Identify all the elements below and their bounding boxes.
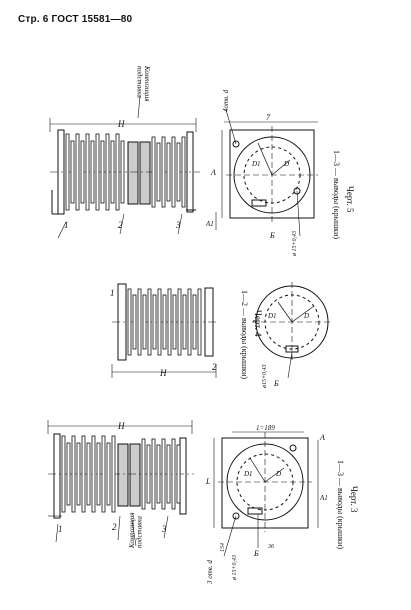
shed-fin <box>77 443 80 505</box>
page-title: Стр. 6 ГОСТ 15581—80 <box>18 14 133 25</box>
shed-fin <box>92 436 95 512</box>
fig5-label-b: Б <box>270 231 275 240</box>
fig3-dim-36: 36 <box>268 544 274 550</box>
fig4-label-phi: ø15+0,43 <box>262 364 268 388</box>
shed-fin <box>152 137 155 207</box>
fig5-dim-a: A <box>211 168 216 177</box>
shed-fin <box>158 289 161 355</box>
shed-fin <box>116 134 119 210</box>
shed-fin <box>91 141 94 203</box>
fig4-caption: Черт. 4 <box>253 310 263 337</box>
fig3-label-kompoz: Композицияподставка <box>128 512 144 548</box>
fig5-part-2: 2 <box>118 220 123 230</box>
shed-fin <box>152 439 155 509</box>
shed-fin <box>162 137 165 207</box>
shed-fin <box>76 134 79 210</box>
shed-fin <box>162 439 165 509</box>
fig4-part-1: 1 <box>110 288 115 298</box>
shed-fin <box>106 134 109 210</box>
fig5-label-kompoz: Композицияподставка <box>135 66 151 102</box>
shed-fin <box>167 143 170 201</box>
shed-fin <box>67 443 70 505</box>
shed-fin <box>153 295 156 349</box>
shed-fin <box>97 443 100 505</box>
fig3-dim-189: 1=189 <box>256 424 275 432</box>
shed-fin <box>143 295 146 349</box>
fig3-dim-a: A <box>320 433 325 442</box>
shed-fin <box>173 295 176 349</box>
fig3-dim-a1: A1 <box>320 494 328 502</box>
shed-fin <box>168 289 171 355</box>
fig3-label-b: Б <box>254 549 259 558</box>
fig4-note: 1—2 — выводы (крышки) <box>240 290 249 380</box>
shed-fin <box>193 295 196 349</box>
shed-fin <box>121 141 124 203</box>
fig5-dim-seven: 7 <box>266 113 270 122</box>
fig4-dim-d: D <box>304 312 310 320</box>
fig5-caption: Черт. 5 <box>345 186 355 213</box>
fig4-dim-d1: D1 <box>268 312 277 320</box>
shed-fin <box>177 143 180 201</box>
shed-fin <box>138 289 141 355</box>
fig3-note: 1—3 — выводы (крышки) <box>336 460 345 550</box>
fig5-part-1: 1 <box>64 220 69 230</box>
fig3-part-1: 1 <box>58 524 63 534</box>
shed-fin <box>177 445 180 503</box>
fig5-label-phi: ø 15+0,43 <box>292 230 298 256</box>
shed-fin <box>188 289 191 355</box>
fig3-dim-l: L <box>206 477 211 486</box>
fig3-part-2: 2 <box>112 522 117 532</box>
fig4-dim-h: H <box>160 368 167 378</box>
fig3-dim-154: 154 <box>220 543 226 552</box>
shed-fin <box>87 443 90 505</box>
shed-fin <box>112 436 115 512</box>
fig4-plan-view <box>252 282 332 378</box>
shed-fin <box>157 445 160 503</box>
shed-fin <box>172 137 175 207</box>
shed-fin <box>82 436 85 512</box>
fig5-dim-a1: A1 <box>206 220 214 228</box>
fig3-caption: Черт. 3 <box>349 486 359 513</box>
shed-fin <box>157 143 160 201</box>
shed-fin <box>147 445 150 503</box>
shed-fin <box>172 439 175 509</box>
fig4-part-2: 2 <box>212 362 217 372</box>
shed-fin <box>86 134 89 210</box>
shed-fin <box>96 134 99 210</box>
shed-fin <box>111 141 114 203</box>
fig5-part-3: 3 <box>176 220 181 230</box>
fig3-plan-view <box>214 432 318 556</box>
shed-fin <box>163 295 166 349</box>
shed-fin <box>178 289 181 355</box>
fig5-note: 1—3 — выводы (крышки) <box>332 150 341 240</box>
shed-fin <box>66 134 69 210</box>
shed-fin <box>62 436 65 512</box>
shed-fin <box>198 289 201 355</box>
fig5-dim-d: D <box>284 160 290 168</box>
shed-fin <box>142 439 145 509</box>
shed-fin <box>182 137 185 207</box>
fig3-part-3: 3 <box>162 524 167 534</box>
shed-fin <box>102 436 105 512</box>
shed-fin <box>72 436 75 512</box>
fig3-dim-d: D <box>276 470 282 478</box>
shed-fin <box>133 295 136 349</box>
shed-fin <box>101 141 104 203</box>
fig5-plan-view <box>216 110 318 236</box>
shed-fin <box>71 141 74 203</box>
shed-fin <box>167 445 170 503</box>
fig3-label-holes: 3 отв. d <box>206 560 214 584</box>
fig3-dim-d1: D1 <box>244 470 253 478</box>
shed-fin <box>148 289 151 355</box>
fig3-label-phi: ø 15+0,43 <box>232 554 238 580</box>
fig4-label-b: Б <box>274 379 279 388</box>
fig5-label-holes: 4отв. d <box>222 89 230 112</box>
fig3-dim-h: H <box>118 421 125 431</box>
shed-fin <box>81 141 84 203</box>
shed-fin <box>128 289 131 355</box>
fig5-dim-d1: D1 <box>252 160 261 168</box>
shed-fin <box>107 443 110 505</box>
shed-fin <box>183 295 186 349</box>
fig5-dim-h: H <box>118 119 125 129</box>
